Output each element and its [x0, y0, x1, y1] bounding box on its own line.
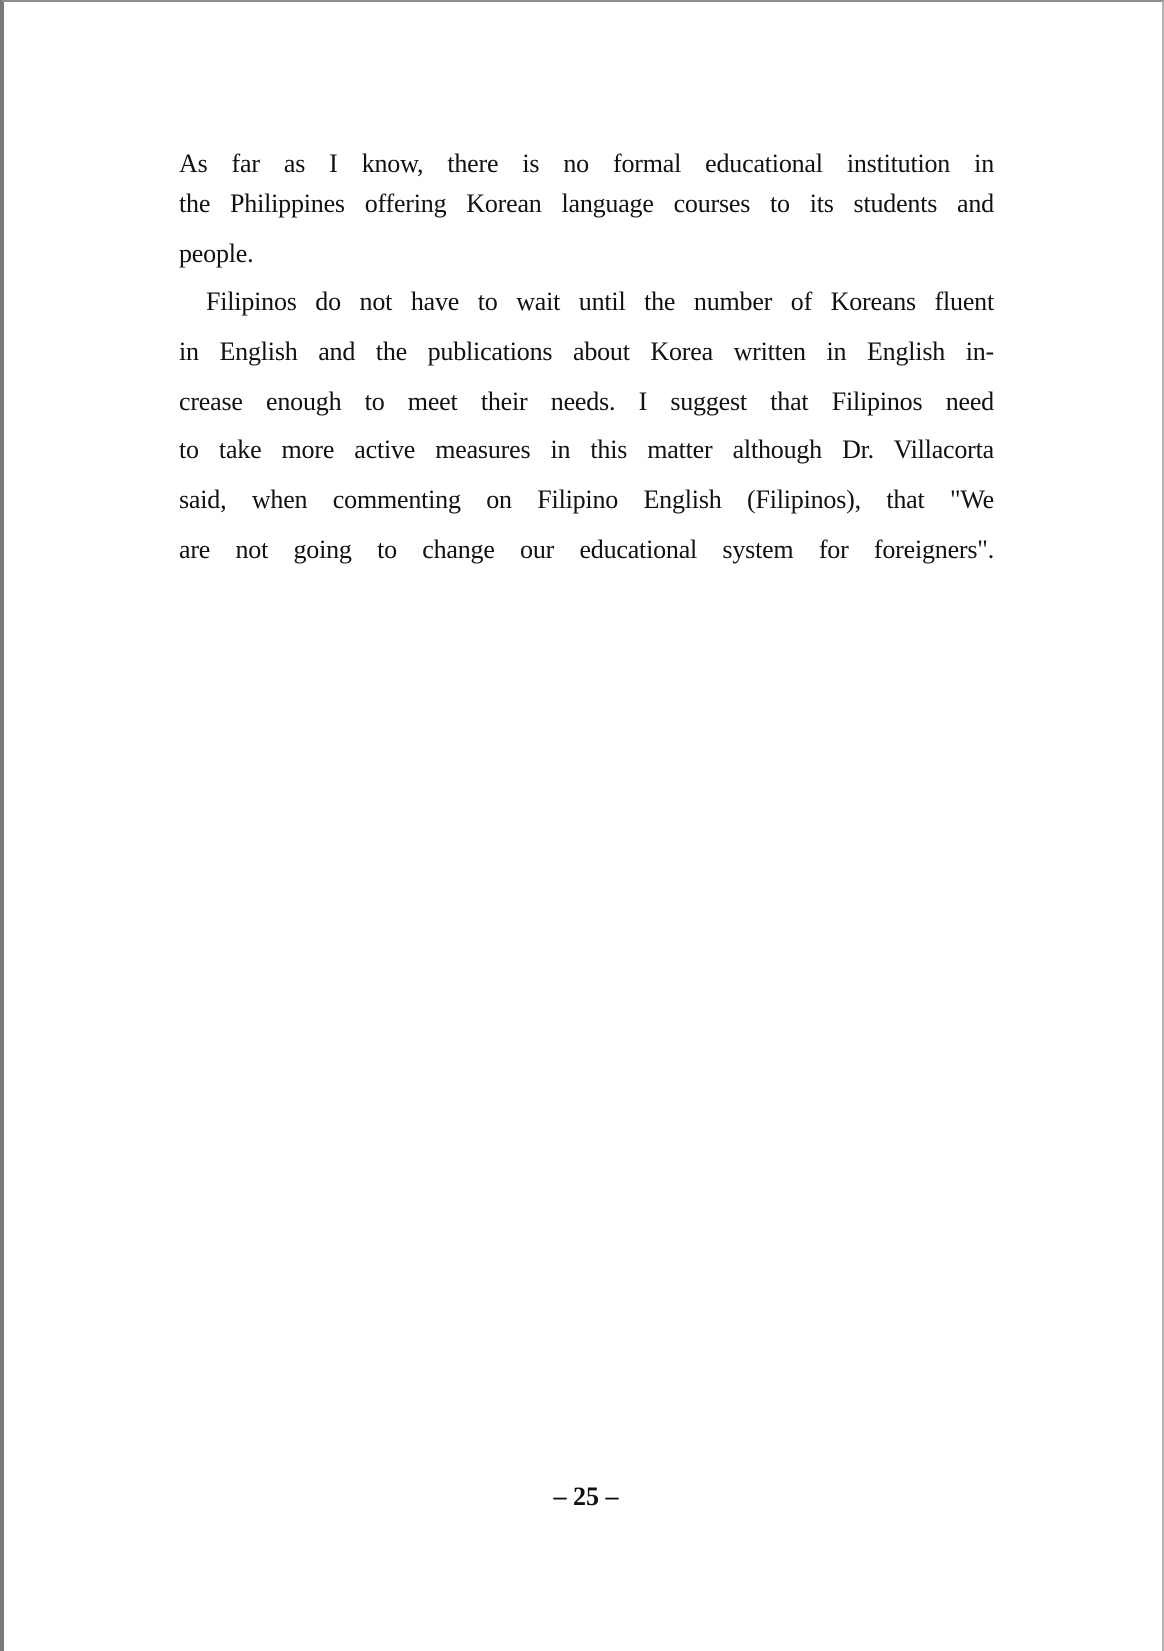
text-line: As far as I know, there is no formal educational institution in	[179, 149, 994, 178]
text-line: the Philippines offering Korean language courses to its students and	[179, 189, 994, 218]
text-line: in English and the publications about Korea written in English in-	[179, 337, 994, 366]
text-line: crease enough to meet their needs. I suggest that Filipinos need	[179, 387, 994, 416]
text-line: people.	[179, 239, 254, 268]
page-number: – 25 –	[553, 1482, 619, 1511]
text-line: Filipinos do not have to wait until the number of Koreans fluent	[206, 287, 994, 316]
text-line: said, when commenting on Filipino English (Filipinos), that "We	[179, 485, 994, 514]
text-line: to take more active measures in this matter although Dr. Villacorta	[179, 435, 994, 464]
text-line: are not going to change our educational system for foreigners".	[179, 535, 994, 564]
